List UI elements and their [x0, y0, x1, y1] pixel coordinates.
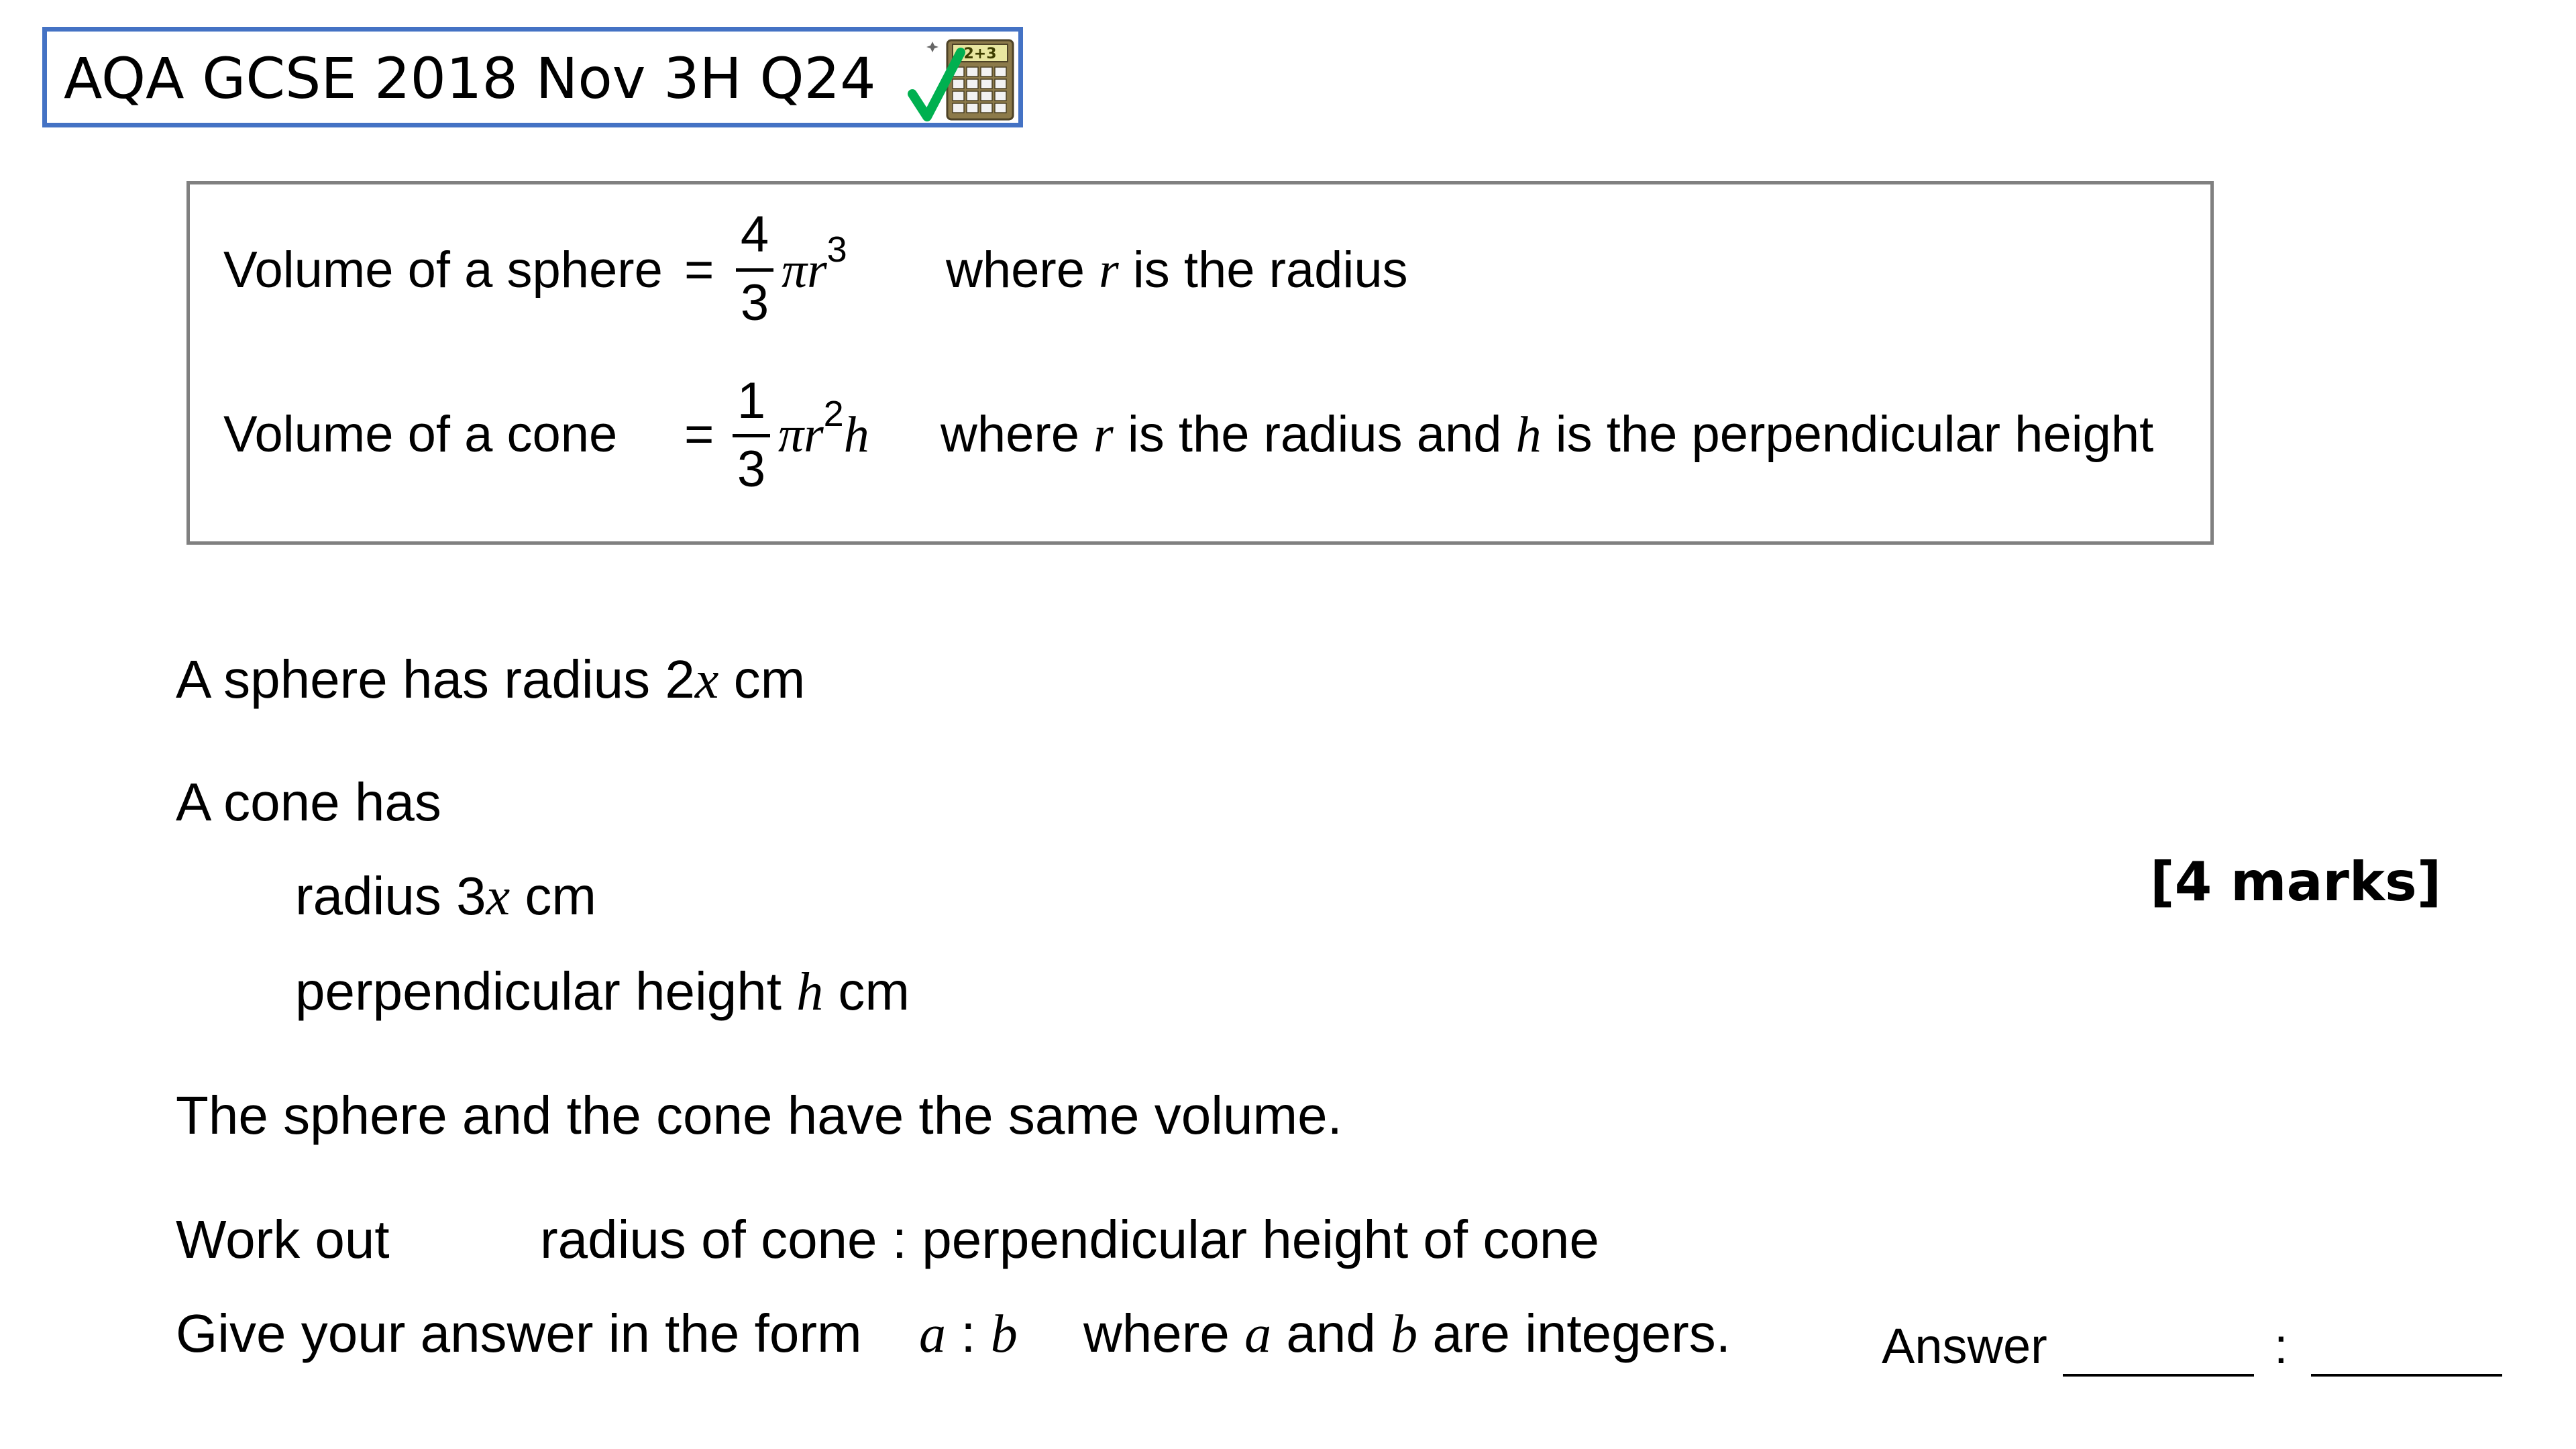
answer-blank-b[interactable]	[2311, 1374, 2502, 1377]
sphere-formula-label: Volume of a sphere	[223, 241, 663, 299]
answer-form-ratio: a : b	[919, 1303, 1018, 1364]
page-title: AQA GCSE 2018 Nov 3H Q24	[64, 46, 876, 111]
answer-label: Answer	[1882, 1318, 2047, 1374]
cone-fraction-bar	[733, 434, 770, 437]
work-out-expression: radius of cone : perpendicular height of cone	[540, 1210, 1599, 1269]
sphere-fraction-bar	[736, 268, 773, 272]
answer-form-prefix: Give your answer in the form	[176, 1303, 862, 1363]
answer-blank-a[interactable]	[2063, 1374, 2254, 1377]
sphere-pi-r-cubed: $\pi r^3$	[782, 229, 847, 299]
calculator-allowed-icon	[906, 32, 1020, 126]
cone-height-text: perpendicular height h cm	[295, 961, 910, 1022]
marks-label: [4 marks]	[2150, 851, 2442, 913]
formula-box	[186, 181, 2214, 545]
sphere-where-text: where r is the radius	[946, 241, 1408, 299]
cone-formula-label: Volume of a cone	[223, 406, 618, 463]
cone-where-text: where r is the radius and h is the perpendicular height	[941, 406, 2154, 463]
sphere-radius-text: A sphere has radius 2x cm	[176, 649, 806, 710]
calculator-display: 2+3	[963, 46, 997, 62]
sparkle-icon	[926, 42, 938, 52]
sphere-fraction-numerator: 4	[740, 206, 769, 263]
cone-fraction-denominator: 3	[737, 441, 766, 498]
cone-radius-text: radius 3x cm	[295, 866, 596, 926]
cone-equals: =	[684, 406, 714, 463]
cone-intro-text: A cone has	[176, 772, 441, 832]
work-out-label: Work out	[176, 1210, 390, 1269]
answer-colon: :	[2274, 1318, 2288, 1374]
integers-condition-text: where a and b are integers.	[1083, 1303, 1731, 1364]
sphere-equals: =	[684, 241, 714, 299]
sphere-fraction-denominator: 3	[740, 274, 769, 331]
same-volume-text: The sphere and the cone have the same volume.	[176, 1085, 1342, 1145]
cone-pi-r-squared-h: $\pi r^2h$	[778, 394, 869, 463]
cone-fraction-numerator: 1	[737, 372, 766, 429]
